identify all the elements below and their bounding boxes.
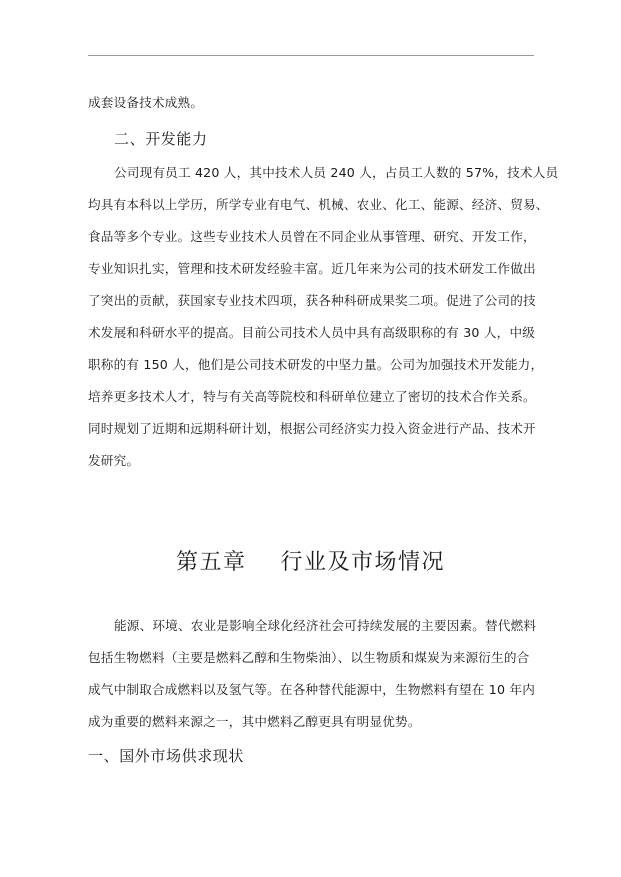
section-heading-foreign-market: 一、国外市场供求现状 bbox=[88, 747, 245, 765]
continuation-line: 成套设备技术成熟。 bbox=[88, 95, 204, 110]
paragraph-line: 成为重要的燃料来源之一，其中燃料乙醇更具有明显优势。 bbox=[88, 714, 421, 729]
paragraph-line: 能源、环境、农业是影响全球化经济社会可持续发展的主要因素。替代燃料 bbox=[114, 618, 537, 633]
paragraph-line: 专业知识扎实，管理和技术研发经验丰富。近几年来为公司的技术研发工作做出 bbox=[88, 261, 536, 276]
paragraph-line: 发研究。 bbox=[88, 453, 140, 468]
chapter-title: 第五章 行业及市场情况 bbox=[176, 550, 445, 575]
paragraph-line: 食品等多个专业。这些专业技术人员曾在不同企业从事管理、研究、开发工作， bbox=[88, 229, 536, 244]
paragraph-line: 成气中制取合成燃料以及氢气等。在各种替代能源中，生物燃料有望在 10 年内 bbox=[88, 682, 536, 697]
paragraph-line: 术发展和科研水平的提高。目前公司技术人员中具有高级职称的有 30 人，中级 bbox=[88, 325, 536, 340]
paragraph-line: 了突出的贡献，获国家专业技术四项，获各种科研成果奖二项。促进了公司的技 bbox=[88, 293, 536, 308]
paragraph-line: 包括生物燃料（主要是燃料乙醇和生物柴油）、以生物质和煤炭为来源衍生的合 bbox=[88, 650, 530, 665]
header-rule bbox=[88, 55, 534, 56]
paragraph-line: 同时规划了近期和远期科研计划，根据公司经济实力投入资金进行产品、技术开 bbox=[88, 421, 536, 436]
paragraph-line: 均具有本科以上学历，所学专业有电气、机械、农业、化工、能源、经济、贸易、 bbox=[88, 197, 549, 212]
paragraph-line: 职称的有 150 人，他们是公司技术研发的中坚力量。公司为加强技术开发能力， bbox=[88, 357, 544, 372]
section-heading-development: 二、开发能力 bbox=[114, 130, 208, 148]
paragraph-line: 公司现有员工 420 人，其中技术人员 240 人，占员工人数的 57%，技术人员 bbox=[114, 165, 559, 180]
paragraph-line: 培养更多技术人才，特与有关高等院校和科研单位建立了密切的技术合作关系。 bbox=[88, 389, 536, 404]
